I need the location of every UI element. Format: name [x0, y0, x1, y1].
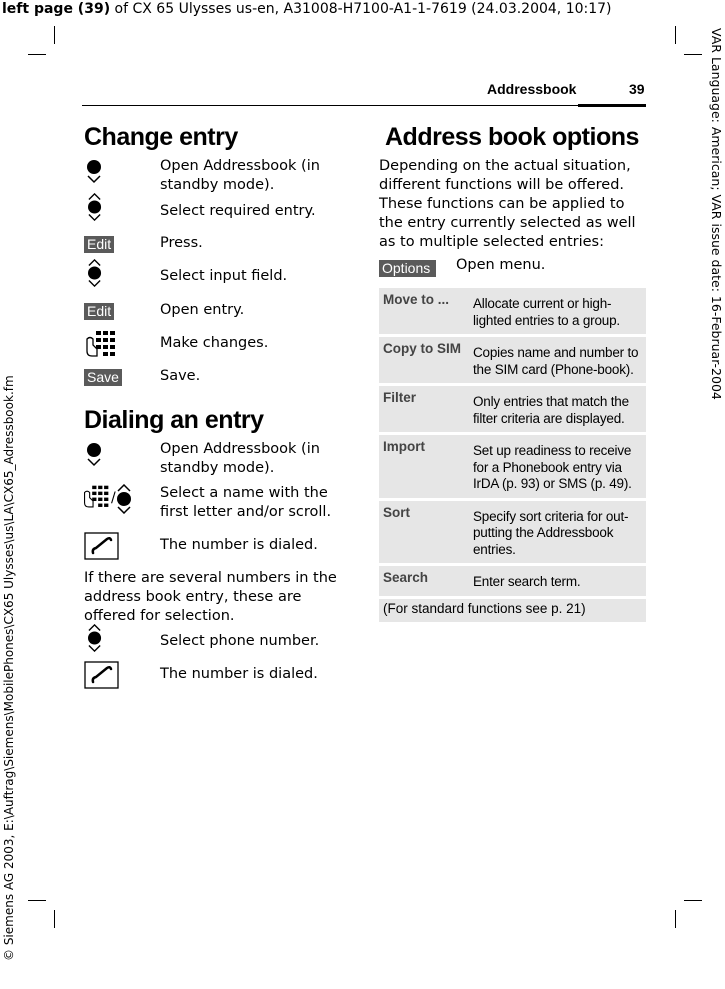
option-desc: Set up readiness to receive for a Phonebook entry via IrDA (p. 93) or SMS (p. 49). — [469, 435, 646, 498]
step-text: Select phone number. — [160, 633, 320, 649]
nav-updown-icon — [84, 624, 120, 652]
table-footer: (For standard functions see p. 21) — [379, 599, 646, 623]
crop-mark — [54, 910, 55, 928]
dialing-heading: Dialing an entry — [84, 406, 264, 434]
print-meta-bold: left page (39) — [2, 1, 111, 17]
options-intro: Depending on the actual situation, different functions will be offered. These functions can be applied to the entry currently selected as well as to multiple selected entries: — [379, 158, 636, 250]
crop-mark — [675, 910, 676, 928]
options-heading: Address book options — [385, 123, 639, 151]
step-text: Press. — [160, 235, 203, 251]
crop-mark — [675, 26, 676, 44]
page-number: 39 — [629, 81, 645, 97]
option-desc: Allocate current or high-lighted entries to a group. — [469, 288, 646, 334]
step-text: Save. — [160, 368, 201, 384]
crop-mark — [54, 26, 55, 44]
step-text: Open Addressbook (in standby mode). — [160, 158, 320, 193]
dialing-note: If there are several numbers in the address book entry, these are offered for selection. — [84, 570, 337, 624]
nav-down-icon — [84, 440, 120, 468]
nav-down-icon — [84, 157, 120, 185]
keypad-nav-icon — [84, 484, 134, 514]
option-name: Copy to SIM — [379, 337, 469, 383]
table-row — [379, 288, 646, 334]
save-softkey: Save — [84, 369, 122, 386]
edit-softkey: Edit — [84, 303, 114, 320]
crop-mark — [28, 54, 46, 55]
step-row — [84, 234, 344, 253]
table-row — [379, 501, 646, 564]
step-row — [84, 367, 344, 386]
crop-mark — [684, 54, 702, 55]
options-softkey-row — [379, 257, 546, 277]
keypad-icon — [84, 329, 120, 357]
option-name: Import — [379, 435, 469, 498]
step-text: Open entry. — [160, 302, 245, 318]
table-row — [379, 566, 646, 596]
option-name: Move to ... — [379, 288, 469, 334]
step-row — [84, 301, 344, 320]
nav-updown-icon — [84, 193, 120, 221]
options-softkey-text: Open menu. — [456, 257, 546, 273]
nav-updown-icon — [84, 259, 120, 287]
left-margin-note: © Siemens AG 2003, E:\Auftrag\Siemens\MobilePhones\CX65 Ulysses\us\LA\CX65_Adressbook.fm — [2, 375, 16, 961]
step-text: Open Addressbook (in standby mode). — [160, 441, 320, 476]
step-text: The number is dialed. — [160, 666, 318, 682]
step-text: Select input field. — [160, 268, 288, 284]
table-row — [379, 435, 646, 498]
table-row — [379, 337, 646, 383]
options-softkey: Options — [379, 260, 436, 277]
crop-mark — [684, 900, 702, 901]
svg-text:/: / — [111, 490, 116, 506]
edit-softkey: Edit — [84, 236, 114, 253]
change-entry-heading: Change entry — [84, 123, 238, 151]
option-name: Sort — [379, 501, 469, 564]
option-desc: Only entries that match the filter criteria are displayed. — [469, 386, 646, 432]
running-header-title: Addressbook — [487, 81, 577, 97]
option-desc: Copies name and number to the SIM card (Phone-book). — [469, 337, 646, 383]
option-name: Filter — [379, 386, 469, 432]
step-text: Select a name with the first letter and/or scroll. — [160, 485, 332, 520]
table-footer-row — [379, 599, 646, 623]
step-text: The number is dialed. — [160, 537, 318, 553]
options-table — [379, 285, 646, 625]
header-rule-thick — [578, 104, 646, 107]
option-desc: Specify sort criteria for out-putting the Addressbook entries. — [469, 501, 646, 564]
call-key-icon — [84, 661, 120, 689]
table-row — [379, 386, 646, 432]
print-meta-line — [2, 0, 702, 18]
crop-mark — [28, 900, 46, 901]
call-key-icon — [84, 532, 120, 560]
header-rule — [82, 105, 578, 106]
step-text: Make changes. — [160, 335, 269, 351]
option-desc: Enter search term. — [469, 566, 646, 596]
step-text: Select required entry. — [160, 203, 316, 219]
print-meta-rest: of CX 65 Ulysses us-en, A31008-H7100-A1-1-7619 (24.03.2004, 10:17) — [110, 1, 612, 17]
option-name: Search — [379, 566, 469, 596]
right-margin-note: VAR Language: American; VAR issue date: 16-Februar-2004 — [709, 28, 724, 400]
